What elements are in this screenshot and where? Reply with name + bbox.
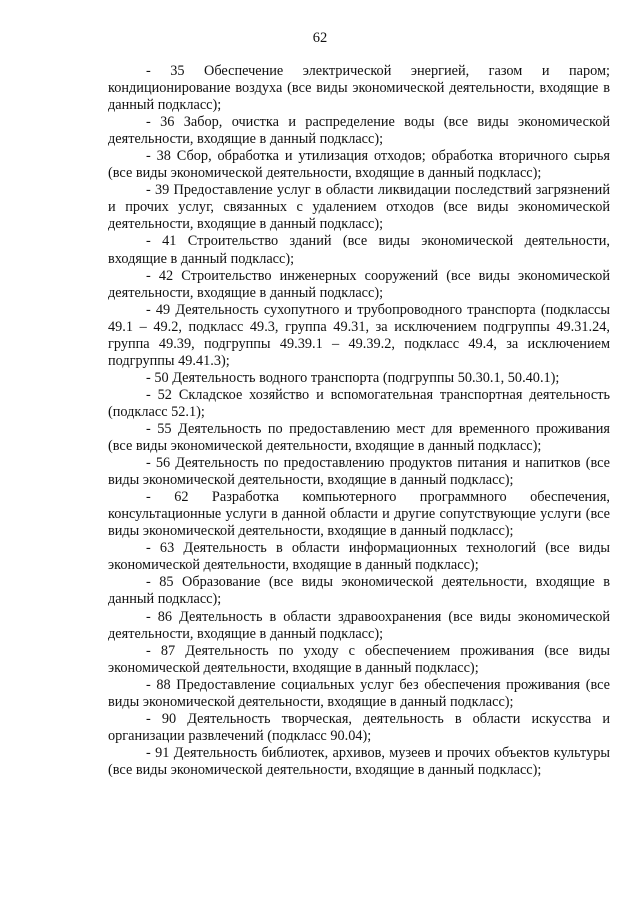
list-item-56: - 56 Деятельность по предоставлению продуктов питания и напитков (все виды экономической деятельности, входящие в данный подкласс); <box>108 455 610 489</box>
list-item-35: - 35 Обеспечение электрической энергией, газом и паром; кондиционирование воздуха (все виды экономической деятельности, входящие в данный подкласс); <box>108 63 610 114</box>
list-item-63: - 63 Деятельность в области информационных технологий (все виды экономической деятельности, входящие в данный подкласс); <box>108 540 610 574</box>
document-body <box>108 63 610 779</box>
list-item-39: - 39 Предоставление услуг в области ликвидации последствий загрязнений и прочих услуг, связанных с удалением отходов (все виды экономической деятельности, входящие в данный подкласс); <box>108 182 610 233</box>
list-item-49: - 49 Деятельность сухопутного и трубопроводного транспорта (подклассы 49.1 – 49.2, подкласс 49.3, группа 49.31, за исключением подгруппы 49.31.24, группа 49.39, подгруппы 49.39.1 – 49.39.2, подкласс 49.4, за исключением подгруппы 49.41.3); <box>108 301 610 369</box>
list-item-62: - 62 Разработка компьютерного программного обеспечения, консультационные услуги в данной области и другие сопутствующие услуги (все виды экономической деятельности, входящие в данный подкласс); <box>108 489 610 540</box>
list-item-41: - 41 Строительство зданий (все виды экономической деятельности, входящие в данный подкласс); <box>108 233 610 267</box>
list-item-91: - 91 Деятельность библиотек, архивов, музеев и прочих объектов культуры (все виды экономической деятельности, входящие в данный подкласс); <box>108 744 610 778</box>
list-item-90: - 90 Деятельность творческая, деятельность в области искусства и организации развлечений (подкласс 90.04); <box>108 710 610 744</box>
list-item-52: - 52 Складское хозяйство и вспомогательная транспортная деятельность (подкласс 52.1); <box>108 386 610 420</box>
list-item-88: - 88 Предоставление социальных услуг без обеспечения проживания (все виды экономической деятельности, входящие в данный подкласс); <box>108 676 610 710</box>
list-item-87: - 87 Деятельность по уходу с обеспечением проживания (все виды экономической деятельности, входящие в данный подкласс); <box>108 642 610 676</box>
list-item-42: - 42 Строительство инженерных сооружений (все виды экономической деятельности, входящие в данный подкласс); <box>108 267 610 301</box>
list-item-85: - 85 Образование (все виды экономической деятельности, входящие в данный подкласс); <box>108 574 610 608</box>
list-item-86: - 86 Деятельность в области здравоохранения (все виды экономической деятельности, входящие в данный подкласс); <box>108 608 610 642</box>
page-number: 62 <box>312 30 328 46</box>
list-item-55: - 55 Деятельность по предоставлению мест для временного проживания (все виды экономической деятельности, входящие в данный подкласс); <box>108 420 610 455</box>
list-item-38: - 38 Сбор, обработка и утилизация отходов; обработка вторичного сырья (все виды экономической деятельности, входящие в данный подкласс); <box>108 148 610 182</box>
list-item-36: - 36 Забор, очистка и распределение воды (все виды экономической деятельности, входящие в данный подкласс); <box>108 114 610 148</box>
list-item-50: - 50 Деятельность водного транспорта (подгруппы 50.30.1, 50.40.1); <box>146 369 560 386</box>
